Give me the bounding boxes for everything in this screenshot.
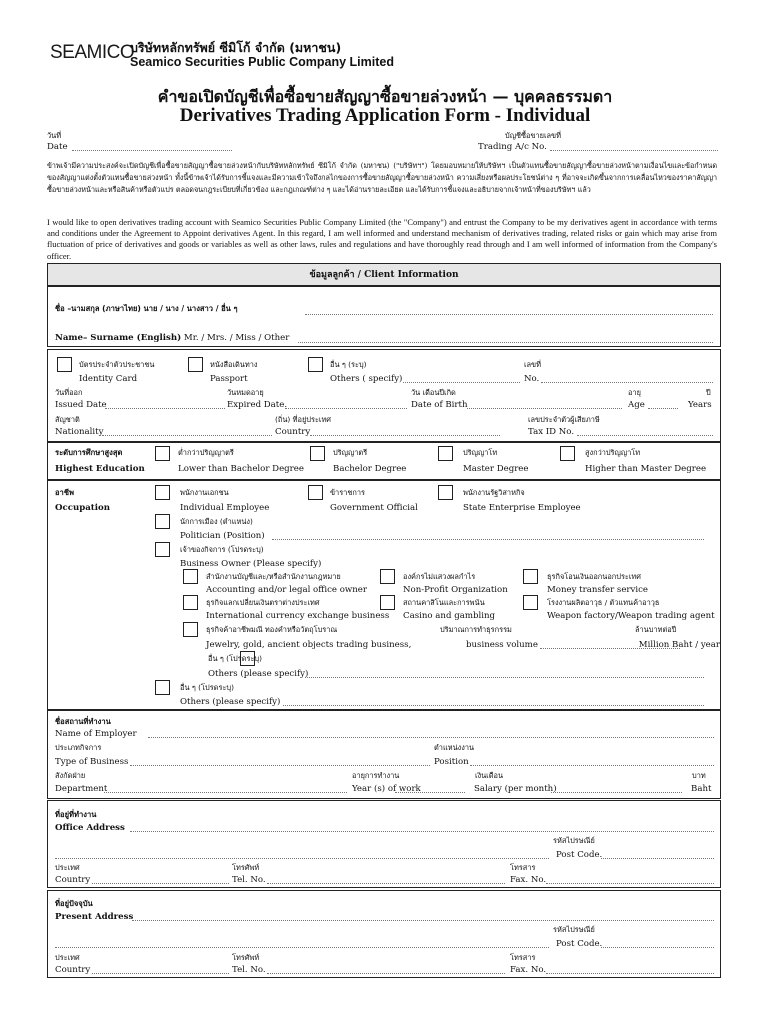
present-country-field[interactable]: [92, 973, 229, 974]
id-card-checkbox[interactable]: [57, 357, 72, 372]
casino-label: Casino and gambling: [403, 611, 495, 621]
salary-label-thai: เงินเดือน: [475, 771, 504, 780]
date-label-thai: วันที่: [47, 131, 62, 140]
office-postcode-label: Post Code.: [556, 850, 603, 860]
non-profit-label: Non-Profit Organization: [403, 585, 508, 595]
business-owner-label: Business Owner (Please specify): [180, 559, 322, 569]
office-country-field[interactable]: [92, 883, 229, 884]
present-fax-label-thai: โทรสาร: [510, 953, 536, 962]
casino-label-thai: สถานคาสิโนและการพนัน: [403, 598, 485, 607]
country-field[interactable]: [310, 435, 500, 436]
passport-label-thai: หนังสือเดินทาง: [210, 360, 258, 369]
employer-label-thai: ชื่อสถานที่ทำงาน: [55, 717, 111, 726]
present-country-label-thai: ประเทศ: [55, 953, 80, 962]
accounting-office-label-thai: สำนักงานบัญชีและ/หรือสำนักงานกฎหมาย: [206, 572, 341, 581]
other-occupation-label: Others (please specify): [180, 697, 281, 707]
other-business-label: Others (please specify): [208, 669, 309, 679]
other-occupation-label-thai: อื่น ๆ (โปรดระบุ): [180, 683, 234, 692]
education-master-checkbox[interactable]: [438, 446, 453, 461]
business-type-field[interactable]: [130, 765, 430, 766]
account-label: Trading A/c No.: [478, 142, 547, 152]
account-label-thai: บัญชีซื้อขายเลขที่: [505, 131, 561, 140]
other-business-field[interactable]: [305, 677, 704, 678]
money-transfer-checkbox[interactable]: [523, 569, 538, 584]
million-baht-text: Million Baht / year: [638, 640, 720, 650]
occupation-label-thai: อาชีพ: [55, 488, 74, 497]
department-label: Department: [55, 784, 108, 794]
position-field[interactable]: [470, 765, 714, 766]
office-fax-label-thai: โทรสาร: [510, 863, 536, 872]
office-address-field-2[interactable]: [55, 858, 549, 859]
id-card-label: Identity Card: [79, 374, 138, 384]
business-volume-label: business volume: [466, 640, 538, 650]
occupation-label: Occupation: [55, 503, 110, 513]
education-option-1-thai: ต่ำกว่าปริญญาตรี: [178, 448, 234, 457]
salary-label: Salary (per month): [474, 784, 557, 794]
accounting-office-label: Accounting and/or legal office owner: [206, 585, 367, 595]
employer-name-field[interactable]: [148, 737, 714, 738]
business-type-label-thai: ประเภทกิจการ: [55, 743, 102, 752]
present-tel-label-thai: โทรศัพท์: [232, 953, 260, 962]
department-field[interactable]: [104, 792, 347, 793]
currency-exchange-label-thai: ธุรกิจแลกเปลี่ยนเงินตราต่างประเทศ: [206, 598, 320, 607]
nationality-field[interactable]: [102, 435, 272, 436]
currency-exchange-checkbox[interactable]: [183, 595, 198, 610]
country-label: Country: [275, 427, 311, 437]
state-enterprise-label-thai: พนักงานรัฐวิสาหกิจ: [463, 488, 525, 497]
politician-position-field[interactable]: [272, 539, 704, 540]
work-years-label: Year (s) of work: [352, 784, 421, 794]
baht-label-thai: บาท: [692, 771, 706, 780]
company-name-english: Seamico Securities Public Company Limited: [130, 55, 394, 69]
business-volume-label-thai: ปริมาณการทำธุรกรรม: [440, 625, 512, 634]
state-enterprise-checkbox[interactable]: [438, 485, 453, 500]
business-type-label: Type of Business: [55, 757, 129, 767]
name-thai-label: ชื่อ –นามสกุล (ภาษาไทย) นาย / นาง / นางสาว / อื่น ๆ: [55, 304, 238, 313]
age-field[interactable]: [648, 408, 678, 409]
office-address-label-thai: ที่อยู่ที่ทำงาน: [55, 810, 97, 819]
name-english-title-options: Mr. / Mrs. / Miss / Other: [183, 333, 290, 343]
intro-paragraph-english: I would like to open derivatives trading account with Seamico Securities Public Company Limited (the "Company") and entrust the Company to be my derivatives agent in accordance with terms and conditions under the Agreement to Appoint derivatives Agent. In this regard, I am well informed and understand mechanism of derivatives trading, related risks or gain which may arise from fluctuation of price of derivatives and goods or variables as well as other laws, rules and regulations and have thoroughly read through and I am well informed of information from the Company's officer.: [47, 217, 717, 261]
office-tel-label: Tel. No.: [232, 875, 266, 885]
name-english-label-bold: Name– Surname (English): [55, 333, 182, 343]
business-owner-checkbox[interactable]: [155, 542, 170, 557]
other-business-thai-text: อื่น ๆ (โปรดระบุ): [208, 654, 262, 663]
office-postcode-label-thai: รหัสไปรษณีย์: [553, 836, 595, 845]
id-number-label-thai: เลขที่: [524, 360, 541, 369]
id-number-field[interactable]: [541, 382, 713, 383]
issued-date-field[interactable]: [105, 408, 225, 409]
office-address-label: Office Address: [55, 823, 125, 833]
government-checkbox[interactable]: [308, 485, 323, 500]
dob-field[interactable]: [467, 408, 622, 409]
salary-field[interactable]: [551, 792, 682, 793]
name-english-label: [55, 333, 289, 343]
politician-checkbox[interactable]: [155, 514, 170, 529]
education-option-3-thai: ปริญญาโท: [463, 448, 498, 457]
intro-paragraph-thai: ข้าพเจ้ามีความประสงค์จะเปิดบัญชีเพื่อซื้อขายสัญญาซื้อขายล่วงหน้ากับบริษัทหลักทรัพย์ ซีมิโก้ จำกัด (มหาชน) ("บริษัทฯ") โดยมอบหมายให้บริษัทฯ เป็นตัวแทนซื้อขายสัญญาซื้อขายล่วงหน้าตามเงื่อนไขและข้อกำหนดของสัญญาแต่งตั้งตัวแทนซื้อขายล่วงหน้า ทั้งนี้ข้าพเจ้าได้รับการชี้แจงและมีความเข้าใจถึงกลไกของการซื้อขายสัญญาซื้อขายล่วงหน้า ความเสี่ยงหรือผลประโยชน์ต่าง ๆ ที่อาจจะเกิดขึ้นจากการเคลื่อนไหวของราคาสัญญาซื้อขายล่วงหน้าและหรือสินค้าหรือตัวแปร ตลอดจนกฎระเบียบที่เกี่ยวข้อง และกฎเกณฑ์ต่าง ๆ และได้อ่านรายละเอียด และได้รับการชี้แจงและอธิบายจากเจ้าหน้าที่ของบริษัทฯ แล้ว: [47, 161, 717, 194]
jewelry-checkbox[interactable]: [183, 622, 198, 637]
office-postcode-field[interactable]: [601, 858, 714, 859]
weapon-checkbox[interactable]: [523, 595, 538, 610]
years-label: Years: [688, 400, 712, 410]
other-occupation-field[interactable]: [283, 705, 704, 706]
dob-label-thai: วัน เดือนปีเกิด: [411, 388, 456, 397]
education-option-3: Master Degree: [463, 464, 529, 474]
education-option-2: Bachelor Degree: [333, 464, 407, 474]
education-option-4: Higher than Master Degree: [585, 464, 707, 474]
form-title-english: Derivatives Trading Application Form - Individual: [179, 105, 591, 126]
tax-id-label: Tax ID No.: [528, 427, 575, 437]
passport-checkbox[interactable]: [188, 357, 203, 372]
name-thai-field[interactable]: [305, 314, 713, 315]
money-transfer-label: Money transfer service: [547, 585, 649, 595]
issued-date-label: Issued Date: [55, 400, 107, 410]
education-bachelor-checkbox[interactable]: [310, 446, 325, 461]
present-address-label: Present Address: [55, 912, 134, 922]
expired-date-label-thai: วันหมดอายุ: [227, 388, 264, 397]
office-country-label: Country: [55, 875, 91, 885]
present-address-frame: [47, 890, 721, 978]
company-name-thai: บริษัทหลักทรัพย์ ซีมิโก้ จำกัด (มหาชน): [130, 40, 342, 55]
employee-label-thai: พนักงานเอกชน: [180, 488, 229, 497]
age-label: Age: [628, 400, 645, 410]
company-logo: SEAMICO: [50, 42, 135, 63]
present-address-field-1[interactable]: [132, 920, 714, 921]
education-option-2-thai: ปริญญาตรี: [333, 448, 368, 457]
client-information-title: ข้อมูลลูกค้า / Client Information: [309, 270, 459, 280]
nationality-label-thai: สัญชาติ: [55, 415, 80, 424]
million-baht-label-thai: ล้านบาทต่อปี: [635, 625, 677, 634]
form-title-thai: คำขอเปิดบัญชีเพื่อซื้อขายสัญญาซื้อขายล่วงหน้า — บุคคลธรรมดา: [157, 87, 613, 106]
id-number-label: No.: [524, 374, 540, 384]
id-card-label-thai: บัตรประจำตัวประชาชน: [79, 360, 155, 369]
money-transfer-label-thai: ธุรกิจโอนเงินออกนอกประเทศ: [547, 572, 641, 581]
office-country-label-thai: ประเทศ: [55, 863, 80, 872]
present-postcode-label-thai: รหัสไปรษณีย์: [553, 925, 595, 934]
expired-date-field[interactable]: [285, 408, 407, 409]
other-business-label-thai: [208, 654, 262, 664]
name-english-field[interactable]: [298, 342, 713, 343]
weapon-label-thai: โรงงานผลิตอาวุธ / ตัวแทนค้าอาวุธ: [547, 598, 660, 607]
employee-checkbox[interactable]: [155, 485, 170, 500]
tax-id-field[interactable]: [577, 435, 713, 436]
non-profit-label-thai: องค์กรไม่แสวงผลกำไร: [403, 572, 476, 581]
business-owner-label-thai: เจ้าของกิจการ (โปรดระบุ): [180, 545, 264, 554]
expired-date-label: Expired Date.: [227, 400, 288, 410]
client-information-header: [47, 263, 721, 287]
education-higher-master-checkbox[interactable]: [560, 446, 575, 461]
government-label-thai: ข้าราชการ: [330, 488, 365, 497]
baht-label: Baht: [691, 784, 712, 794]
state-enterprise-label: State Enterprise Employee: [463, 503, 581, 513]
office-address-frame: [47, 800, 721, 888]
position-label: Position: [434, 757, 469, 767]
present-country-label: Country: [55, 965, 91, 975]
jewelry-label: Jewelry, gold, ancient objects trading business,: [206, 640, 412, 650]
date-field[interactable]: [72, 150, 232, 151]
others-id-label: Others ( specify): [330, 374, 403, 384]
education-frame: [47, 441, 721, 481]
casino-checkbox[interactable]: [380, 595, 395, 610]
work-years-label-thai: อายุการทำงาน: [352, 771, 400, 780]
education-option-1: Lower than Bachelor Degree: [178, 464, 304, 474]
employee-label: Individual Employee: [180, 503, 270, 513]
present-tel-label: Tel. No.: [232, 965, 266, 975]
years-label-thai: ปี: [706, 388, 711, 397]
date-label: Date: [47, 142, 68, 152]
office-tel-label-thai: โทรศัพท์: [232, 863, 260, 872]
others-id-label-thai: อื่น ๆ (ระบุ): [330, 360, 367, 369]
nationality-label: Nationality: [55, 427, 104, 437]
passport-label: Passport: [210, 374, 248, 384]
education-label: Highest Education: [55, 464, 145, 474]
present-address-label-thai: ที่อยู่ปัจจุบัน: [55, 899, 93, 908]
non-profit-checkbox[interactable]: [380, 569, 395, 584]
department-label-thai: สังกัดฝ่าย: [55, 771, 86, 780]
employer-label: Name of Employer: [55, 729, 137, 739]
present-fax-label: Fax. No.: [510, 965, 547, 975]
present-address-field-2[interactable]: [55, 947, 549, 948]
issued-date-label-thai: วันที่ออก: [55, 388, 83, 397]
government-label: Government Official: [330, 503, 418, 513]
country-label-thai: (ถิ่น) ที่อยู่ประเทศ: [275, 415, 332, 424]
tax-id-label-thai: เลขประจำตัวผู้เสียภาษี: [528, 415, 600, 424]
politician-label: Politician (Position): [180, 531, 265, 541]
education-option-4-thai: สูงกว่าปริญญาโท: [585, 448, 641, 457]
office-fax-field[interactable]: [546, 883, 714, 884]
account-number-field[interactable]: [550, 150, 718, 151]
dob-label: Date of Birth: [411, 400, 468, 410]
others-id-checkbox[interactable]: [308, 357, 323, 372]
education-label-thai: ระดับการศึกษาสูงสุด: [55, 448, 123, 457]
education-lower-bachelor-checkbox[interactable]: [155, 446, 170, 461]
others-id-field[interactable]: [403, 382, 520, 383]
jewelry-label-thai: ธุรกิจค้าอาชีพมณี ทองคำหรือวัตถุโบราณ: [206, 625, 338, 634]
other-occupation-checkbox[interactable]: [155, 680, 170, 695]
work-years-field[interactable]: [395, 792, 465, 793]
present-postcode-field[interactable]: [601, 947, 714, 948]
present-fax-field[interactable]: [546, 973, 714, 974]
politician-label-thai: นักการเมือง (ตำแหน่ง): [180, 517, 253, 526]
position-label-thai: ตำแหน่งงาน: [434, 743, 475, 752]
office-address-field-1[interactable]: [130, 831, 714, 832]
currency-exchange-label: International currency exchange business: [206, 611, 390, 621]
present-postcode-label: Post Code.: [556, 939, 603, 949]
weapon-label: Weapon factory/Weapon trading agent: [547, 611, 715, 621]
age-label-thai: อายุ: [628, 388, 641, 397]
accounting-office-checkbox[interactable]: [183, 569, 198, 584]
office-fax-label: Fax. No.: [510, 875, 547, 885]
present-tel-field[interactable]: [267, 973, 505, 974]
office-tel-field[interactable]: [267, 883, 505, 884]
